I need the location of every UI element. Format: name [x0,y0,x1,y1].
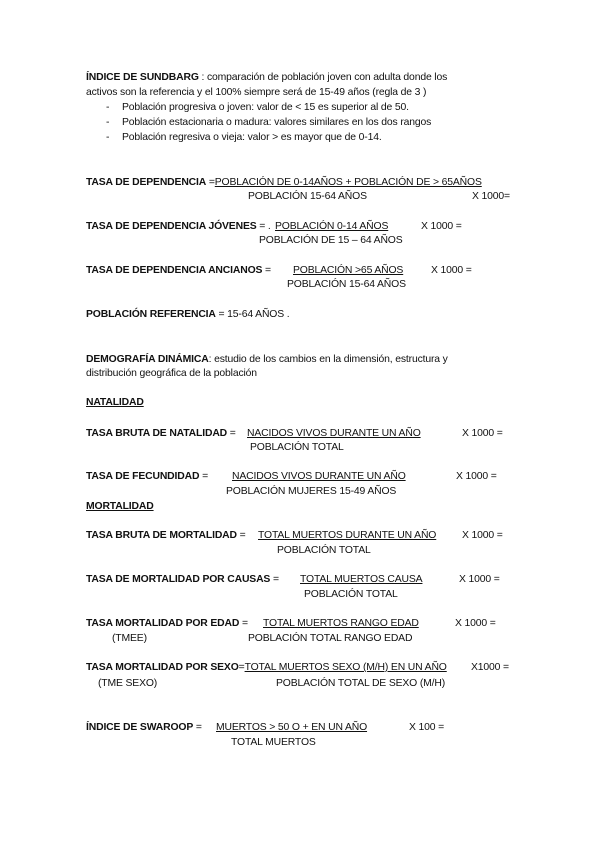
bruta-natalidad-numerator: NACIDOS VIVOS DURANTE UN AÑO [247,428,421,439]
dep-jovenes-eq: = . [256,221,271,232]
dependencia-eq: = [206,177,215,188]
mort-sexo-numerator: TOTAL MUERTOS SEXO (M/H) EN UN AÑO [244,662,447,673]
referencia-line [86,308,289,322]
bruta-mortalidad-line [86,529,246,543]
bruta-natalidad-line [86,427,236,441]
fecundidad-line [86,470,208,484]
dep-jovenes-line [86,220,271,234]
bruta-mortalidad-denominator: POBLACIÓN TOTAL [277,545,371,556]
swaroop-numerator: MUERTOS > 50 O + EN UN AÑO [216,722,368,733]
dependencia-denominator: POBLACIÓN 15-64 AÑOS [248,191,367,202]
dinamica-line-1 [86,353,448,367]
bruta-natalidad-eq: = [227,428,236,439]
dependencia-line [86,176,482,190]
sundbarg-bullet: Población regresiva o vieja: valor > es mayor que de 0-14. [122,132,382,143]
mort-sexo-denominator: POBLACIÓN TOTAL DE SEXO (M/H) [276,678,446,689]
bruta-natalidad-label: TASA BRUTA DE NATALIDAD [86,428,228,439]
mort-causas-line [86,573,279,587]
dep-jovenes-denominator: POBLACIÓN DE 15 – 64 AÑOS [259,235,403,246]
referencia-label: POBLACIÓN REFERENCIA [86,309,216,320]
sundbarg-text-2: activos son la referencia y el 100% siempre será de 15-49 años (regla de 3 ) [86,87,427,98]
fecundidad-denominator: POBLACIÓN MUJERES 15-49 AÑOS [226,486,397,497]
swaroop-label: ÍNDICE DE SWAROOP [86,722,194,733]
dep-ancianos-line [86,264,271,278]
dep-jovenes-factor: X 1000 = [421,221,462,232]
dinamica-text-2: distribución geográfica de la población [86,368,257,379]
mort-causas-factor: X 1000 = [459,574,500,585]
swaroop-eq: = [193,722,202,733]
dinamica-text-1: : estudio de los cambios en la dimensión, estructura y [208,354,448,365]
mort-edad-eq: = [239,618,248,629]
dependencia-numerator: POBLACIÓN DE 0-14AÑOS + POBLACIÓN DE > 65AÑOS [214,177,482,188]
mort-sexo-line [86,661,447,675]
dep-jovenes-numerator: POBLACIÓN 0-14 AÑOS [275,221,389,232]
mort-sexo-eq: = [238,662,245,673]
fecundidad-eq: = [199,471,208,482]
dep-ancianos-numerator: POBLACIÓN >65 AÑOS [293,265,404,276]
mort-causas-denominator: POBLACIÓN TOTAL [304,589,398,600]
fecundidad-factor: X 1000 = [456,471,497,482]
mort-sexo-factor: X1000 = [471,662,509,673]
mort-causas-eq: = [270,574,279,585]
mort-edad-numerator: TOTAL MUERTOS RANGO EDAD [263,618,419,629]
referencia-text: = 15-64 AÑOS . [215,309,290,320]
sundbarg-title: ÍNDICE DE SUNDBARG [86,72,199,83]
swaroop-denominator: TOTAL MUERTOS [231,737,316,748]
mortalidad-heading: MORTALIDAD [86,501,154,512]
sundbarg-bullet: Población progresiva o joven: valor de < 15 es superior al de 50. [122,102,409,113]
bruta-mortalidad-eq: = [236,530,246,541]
bruta-natalidad-denominator: POBLACIÓN TOTAL [250,442,344,453]
swaroop-factor: X 100 = [409,722,445,733]
mort-sexo-abbreviation: (TME SEXO) [98,678,158,689]
mort-causas-numerator: TOTAL MUERTOS CAUSA [300,574,423,585]
sundbarg-line-1 [86,71,447,85]
bullet-dash: - [106,117,110,128]
dinamica-title: DEMOGRAFÍA DINÁMICA [86,354,209,365]
bullet-dash: - [106,102,110,113]
swaroop-line [86,721,202,735]
dep-ancianos-denominator: POBLACIÓN 15-64 AÑOS [287,279,406,290]
fecundidad-numerator: NACIDOS VIVOS DURANTE UN AÑO [232,471,406,482]
sundbarg-bullet: Población estacionaria o madura: valores similares en los dos rangos [122,117,432,128]
dependencia-label: TASA DE DEPENDENCIA [86,177,207,188]
bruta-mortalidad-factor: X 1000 = [462,530,503,541]
bruta-mortalidad-numerator: TOTAL MUERTOS DURANTE UN AÑO [258,530,437,541]
dep-ancianos-eq: = [262,265,271,276]
dependencia-factor: X 1000= [472,191,510,202]
mort-causas-label: TASA DE MORTALIDAD POR CAUSAS [86,574,271,585]
sundbarg-text-1: : comparación de población joven con adulta donde los [198,72,448,83]
dep-jovenes-label: TASA DE DEPENDENCIA JÓVENES [86,221,257,232]
bruta-natalidad-factor: X 1000 = [462,428,503,439]
bruta-mortalidad-label: TASA BRUTA DE MORTALIDAD [86,530,237,541]
mort-edad-denominator: POBLACIÓN TOTAL RANGO EDAD [248,633,413,644]
mort-edad-label: TASA MORTALIDAD POR EDAD [86,618,240,629]
mort-edad-line [86,617,248,631]
dep-ancianos-label: TASA DE DEPENDENCIA ANCIANOS [86,265,263,276]
dep-ancianos-factor: X 1000 = [431,265,472,276]
mort-edad-abbreviation: (TMEE) [112,633,147,644]
fecundidad-label: TASA DE FECUNDIDAD [86,471,200,482]
natalidad-heading: NATALIDAD [86,397,144,408]
mort-edad-factor: X 1000 = [455,618,496,629]
mort-sexo-label: TASA MORTALIDAD POR SEXO [86,662,239,673]
bullet-dash: - [106,132,110,143]
